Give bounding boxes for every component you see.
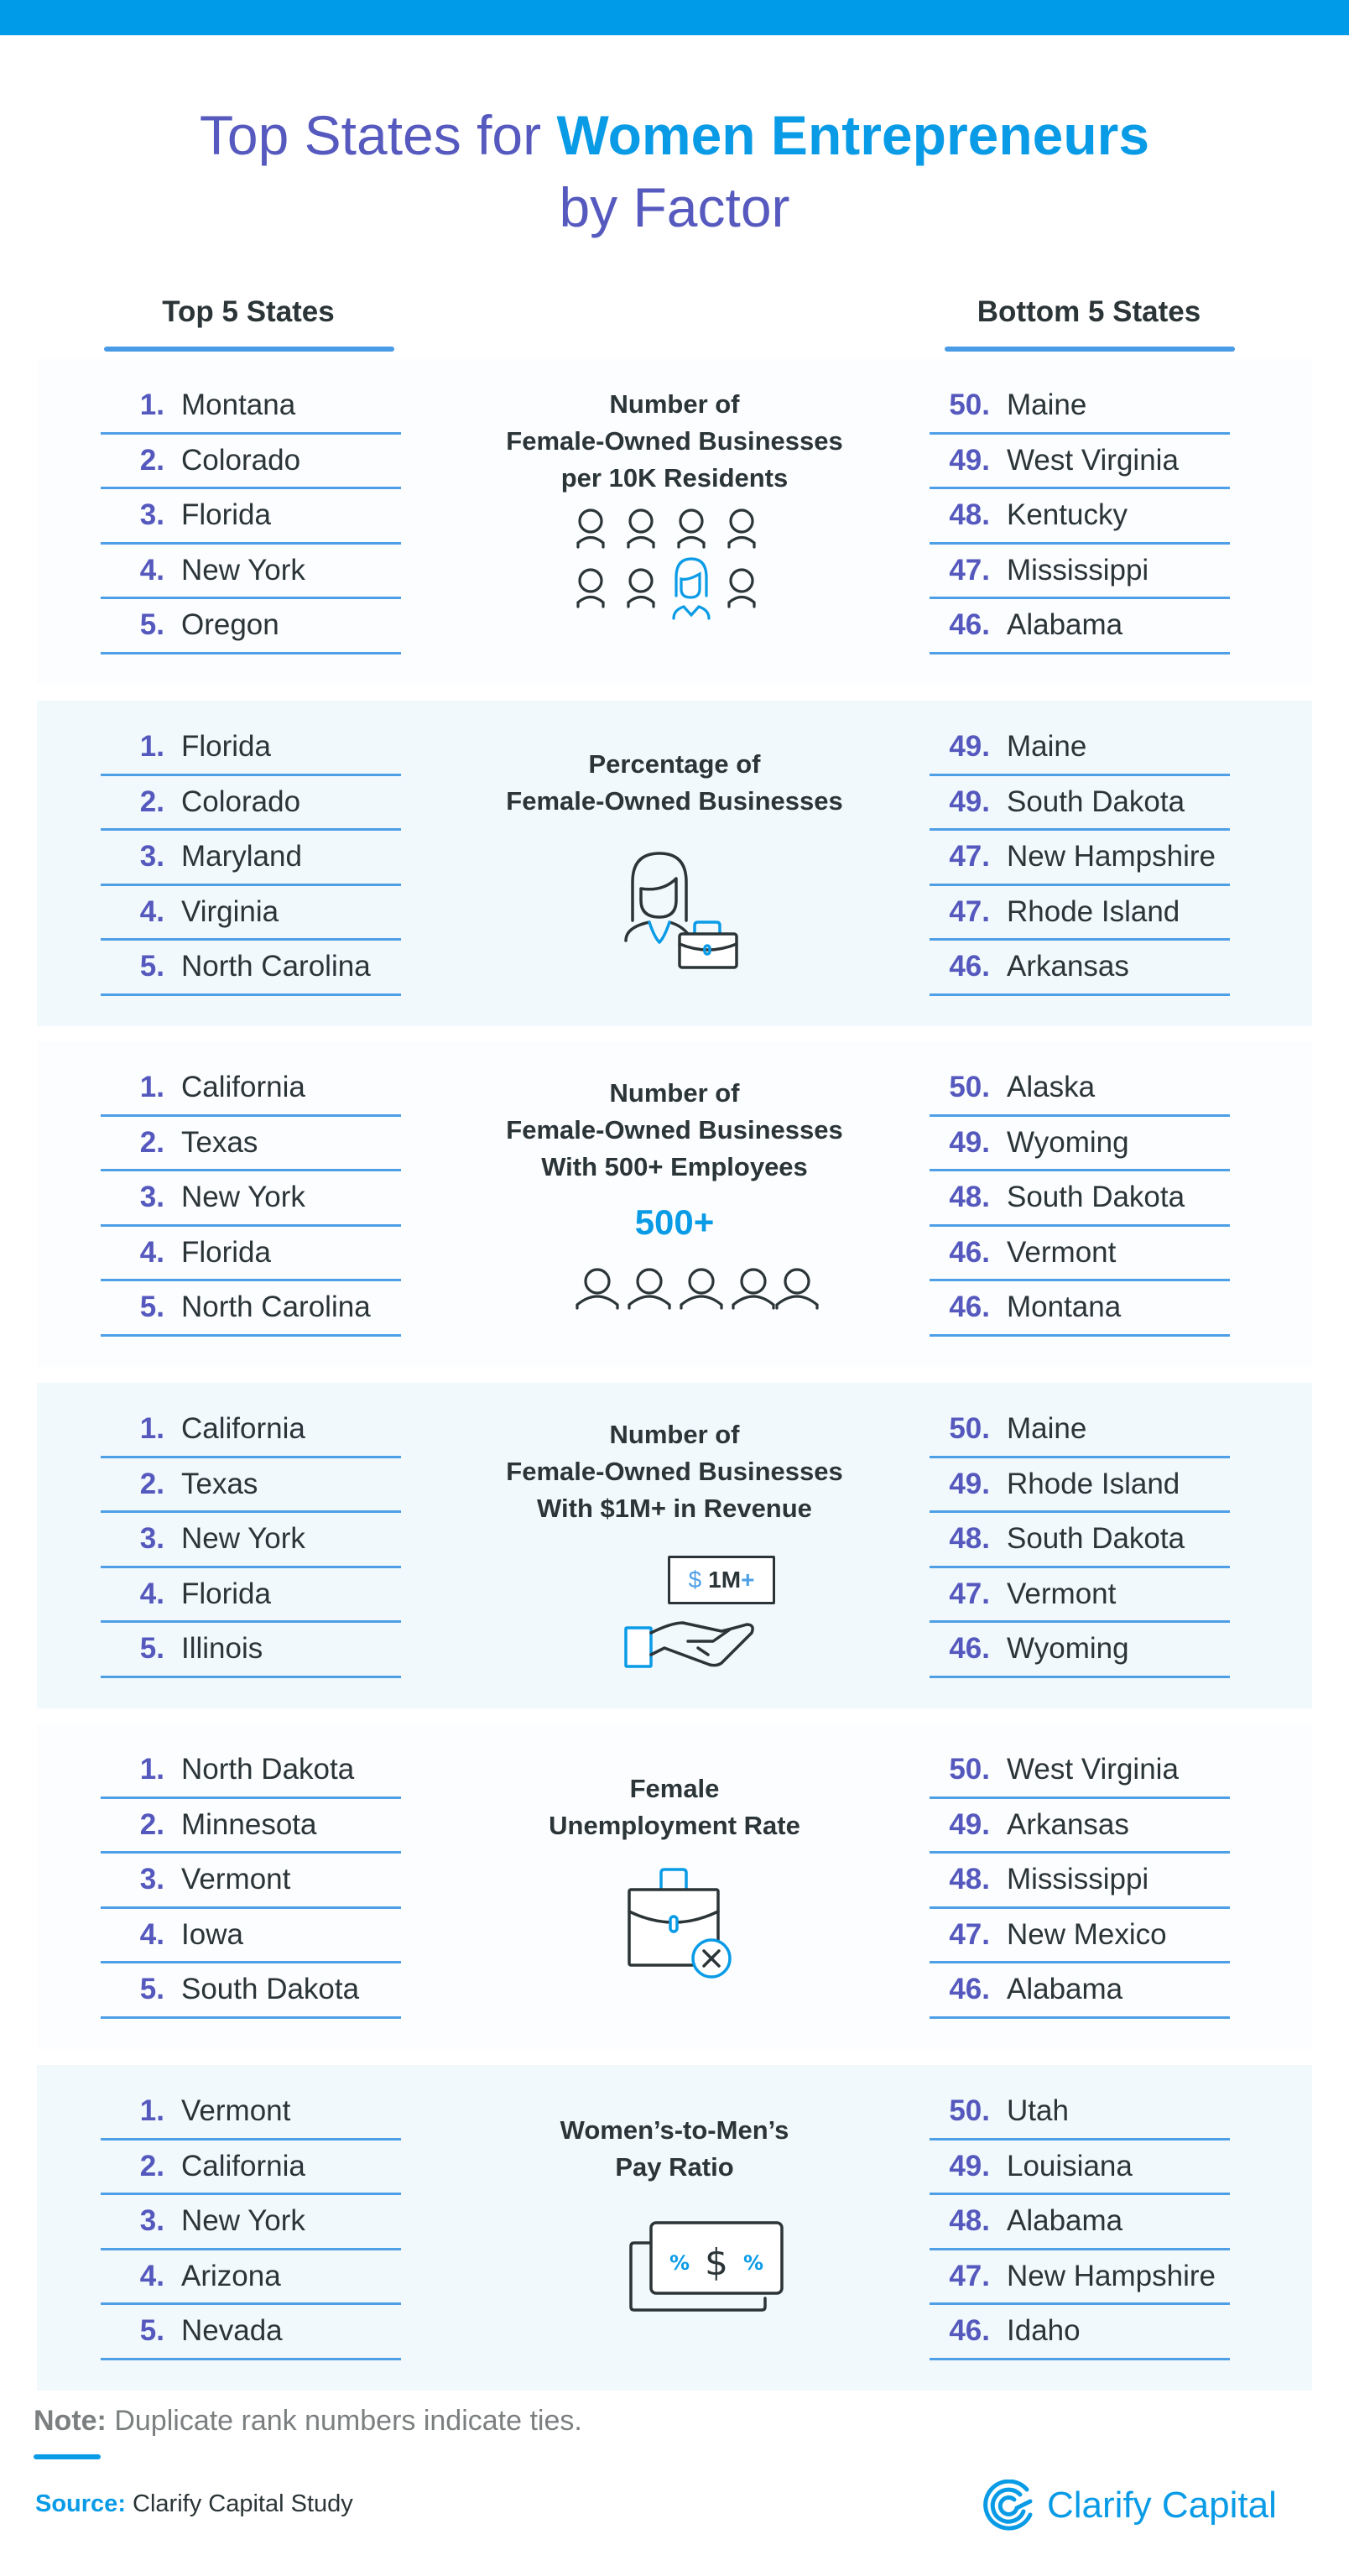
rank: 46. xyxy=(949,1235,990,1269)
note-text: Duplicate rank numbers indicate ties. xyxy=(106,2405,582,2437)
rank: 3. xyxy=(139,1522,164,1556)
rank: 46. xyxy=(949,1291,990,1324)
note-label: Note: xyxy=(34,2405,107,2437)
bottom-states-list xyxy=(930,1061,1230,1337)
list-item xyxy=(101,1117,401,1172)
list-item xyxy=(930,2305,1230,2360)
rank: 46. xyxy=(949,1973,990,2006)
rank: 50. xyxy=(949,1753,990,1786)
list-item xyxy=(101,1799,401,1854)
list-item xyxy=(101,721,401,776)
rank: 1. xyxy=(139,1071,164,1104)
money-label-box xyxy=(668,1556,775,1604)
rank: 2. xyxy=(139,785,164,818)
list-item xyxy=(101,1909,401,1964)
state-name: Maine xyxy=(1007,388,1087,422)
state-name: New Hampshire xyxy=(1007,2259,1216,2292)
factor-title-line: Unemployment Rate xyxy=(549,1811,800,1840)
state-name: Florida xyxy=(181,730,271,764)
rank: 47. xyxy=(949,894,990,928)
rank: 3. xyxy=(139,1181,164,1214)
top-states-list xyxy=(101,1744,401,2019)
factor-section-unemployment-rate xyxy=(37,1723,1312,2049)
list-item xyxy=(930,489,1230,545)
state-name: South Dakota xyxy=(181,1973,360,2006)
title-line-2: by Factor xyxy=(559,176,790,238)
list-item xyxy=(101,1963,401,2019)
factor-title-line: With 500+ Employees xyxy=(541,1152,808,1181)
top-states-heading: Top 5 States xyxy=(162,295,335,328)
rank: 3. xyxy=(139,498,164,532)
state-name: Iowa xyxy=(181,1917,243,1951)
list-item xyxy=(101,886,401,941)
rank: 5. xyxy=(139,608,164,642)
state-name: Maryland xyxy=(181,840,302,873)
rank: 4. xyxy=(139,1577,164,1610)
rank: 49. xyxy=(949,1807,990,1841)
state-name: New York xyxy=(181,1522,305,1556)
list-item xyxy=(101,1281,401,1337)
factor-section-500-employees xyxy=(37,1041,1312,1367)
factor-title xyxy=(448,1770,901,1844)
state-name: New York xyxy=(181,553,305,587)
factor-section-percentage-female-owned xyxy=(37,701,1312,1026)
factor-title xyxy=(448,1416,901,1527)
rank: 46. xyxy=(949,1632,990,1666)
list-item xyxy=(101,1568,401,1624)
factor-center xyxy=(448,1041,901,1367)
state-name: Vermont xyxy=(1007,1235,1117,1269)
rank: 46. xyxy=(949,950,990,983)
factor-title-line: Women’s-to-Men’s xyxy=(560,2115,789,2145)
list-item xyxy=(101,1227,401,1282)
bottom-states-list xyxy=(930,1403,1230,1678)
factor-title xyxy=(448,2112,901,2186)
factor-center xyxy=(448,359,901,685)
state-name: Mississippi xyxy=(1007,1863,1149,1896)
currency-symbol: $ xyxy=(688,1567,702,1593)
state-name: North Dakota xyxy=(181,1753,355,1786)
rank: 1. xyxy=(139,1412,164,1446)
list-item xyxy=(930,435,1230,490)
list-item xyxy=(930,1171,1230,1227)
list-item xyxy=(101,599,401,654)
top-accent-bar xyxy=(0,0,1349,35)
logo-wordmark: Clarify Capital xyxy=(1047,2485,1277,2526)
state-name: Wyoming xyxy=(1007,1632,1129,1666)
state-name: Florida xyxy=(181,1235,271,1269)
state-name: Arkansas xyxy=(1007,1807,1129,1841)
state-name: Alabama xyxy=(1007,608,1123,642)
list-item xyxy=(101,1623,401,1678)
list-item xyxy=(101,2141,401,2196)
list-item xyxy=(101,1744,401,1799)
rank: 5. xyxy=(139,2314,164,2348)
rank: 5. xyxy=(139,1632,164,1666)
rank: 4. xyxy=(139,1917,164,1951)
rank: 50. xyxy=(949,2094,990,2128)
factor-title-line: Female-Owned Businesses xyxy=(506,786,843,816)
rank: 49. xyxy=(949,1125,990,1159)
list-item xyxy=(101,545,401,600)
rank: 5. xyxy=(139,1291,164,1324)
money-amount: 1M xyxy=(708,1567,742,1593)
list-item xyxy=(930,1854,1230,1909)
list-item xyxy=(101,489,401,545)
factor-title xyxy=(448,746,901,820)
list-item xyxy=(101,1403,401,1458)
list-item xyxy=(930,721,1230,776)
state-name: Illinois xyxy=(181,1632,263,1666)
list-item xyxy=(930,1227,1230,1282)
list-item xyxy=(101,1854,401,1909)
list-item xyxy=(101,1513,401,1568)
state-name: California xyxy=(181,1071,305,1104)
state-name: Arkansas xyxy=(1007,950,1129,983)
title-highlight: Women Entrepreneurs xyxy=(556,104,1150,166)
factor-title-line: Number of xyxy=(609,389,740,419)
rank: 4. xyxy=(139,1235,164,1269)
rank: 46. xyxy=(949,608,990,642)
list-item xyxy=(101,2305,401,2360)
list-item xyxy=(930,1403,1230,1458)
factor-section-pay-ratio xyxy=(37,2065,1312,2391)
list-item xyxy=(101,1061,401,1117)
state-name: Alabama xyxy=(1007,1973,1123,2006)
state-name: Vermont xyxy=(181,2094,291,2128)
factor-title-line: Number of xyxy=(609,1420,740,1449)
list-item xyxy=(930,1513,1230,1568)
list-item xyxy=(930,1281,1230,1337)
state-name: California xyxy=(181,1412,305,1446)
bottom-states-heading: Bottom 5 States xyxy=(977,295,1201,328)
list-item xyxy=(930,379,1230,435)
list-item xyxy=(930,1623,1230,1678)
state-name: Texas xyxy=(181,1467,258,1500)
top-states-underline xyxy=(104,347,394,352)
list-item xyxy=(101,2250,401,2306)
rank: 4. xyxy=(139,553,164,587)
factor-title-line: per 10K Residents xyxy=(560,463,789,493)
list-item xyxy=(930,1909,1230,1964)
rank: 49. xyxy=(949,785,990,818)
source-credit xyxy=(35,2490,353,2518)
rank: 47. xyxy=(949,1917,990,1951)
factor-title-line: Female-Owned Businesses xyxy=(506,1457,843,1486)
clarify-capital-logo-icon xyxy=(983,2480,1035,2532)
state-name: New York xyxy=(181,1181,305,1214)
state-name: North Carolina xyxy=(181,950,371,983)
rank: 47. xyxy=(949,1577,990,1610)
hand-holding-money-icon xyxy=(624,1616,767,1670)
list-item xyxy=(930,1744,1230,1799)
top-states-list xyxy=(101,721,401,996)
state-name: South Dakota xyxy=(1007,1522,1185,1556)
list-item xyxy=(101,1171,401,1227)
state-name: Minnesota xyxy=(181,1807,317,1841)
list-item xyxy=(930,599,1230,654)
pay-ratio-bills-icon xyxy=(628,2219,812,2317)
top-states-list xyxy=(101,379,401,654)
list-item xyxy=(930,886,1230,941)
rank: 2. xyxy=(139,2149,164,2182)
list-item xyxy=(101,2195,401,2250)
rank: 47. xyxy=(949,2259,990,2292)
rank: 3. xyxy=(139,1863,164,1896)
factor-title-line: Female-Owned Businesses xyxy=(506,426,843,456)
state-name: New York xyxy=(181,2204,305,2238)
rank: 3. xyxy=(139,840,164,873)
rank: 48. xyxy=(949,498,990,532)
rank: 1. xyxy=(139,388,164,422)
state-name: Mississippi xyxy=(1007,553,1149,587)
state-name: Vermont xyxy=(1007,1577,1117,1610)
state-name: Rhode Island xyxy=(1007,894,1180,928)
rank: 47. xyxy=(949,840,990,873)
rank: 2. xyxy=(139,443,164,477)
state-name: Florida xyxy=(181,498,271,532)
list-item xyxy=(930,545,1230,600)
bottom-states-list xyxy=(930,379,1230,654)
factor-center xyxy=(448,1723,901,2049)
state-name: Alabama xyxy=(1007,2204,1123,2238)
list-item xyxy=(930,1061,1230,1117)
rank: 5. xyxy=(139,1973,164,2006)
state-name: New Hampshire xyxy=(1007,840,1216,873)
state-name: Colorado xyxy=(181,785,301,818)
rank: 49. xyxy=(949,2149,990,2182)
state-name: South Dakota xyxy=(1007,1181,1185,1214)
state-name: West Virginia xyxy=(1007,443,1179,477)
svg-text:%: % xyxy=(669,2251,690,2275)
rank: 49. xyxy=(949,443,990,477)
rank: 3. xyxy=(139,2204,164,2238)
factor-center xyxy=(448,701,901,1026)
top-states-list xyxy=(101,1061,401,1337)
list-item xyxy=(930,1568,1230,1624)
list-item xyxy=(930,2195,1230,2250)
employees-badge: 500+ xyxy=(634,1202,715,1242)
state-name: Vermont xyxy=(181,1863,291,1896)
rank: 48. xyxy=(949,2204,990,2238)
factor-section-1m-revenue xyxy=(37,1383,1312,1708)
title-part-1: Top States for xyxy=(199,104,557,166)
rank: 47. xyxy=(949,553,990,587)
rank: 48. xyxy=(949,1181,990,1214)
briefcase-x-icon xyxy=(628,1868,737,1994)
factor-center xyxy=(448,1383,901,1708)
state-name: Kentucky xyxy=(1007,498,1128,532)
list-item xyxy=(930,2141,1230,2196)
rank: 48. xyxy=(949,1522,990,1556)
list-item xyxy=(101,776,401,832)
state-name: Arizona xyxy=(181,2259,281,2292)
list-item xyxy=(930,831,1230,886)
list-item xyxy=(101,379,401,435)
rank: 4. xyxy=(139,894,164,928)
state-name: Florida xyxy=(181,1577,271,1610)
factor-section-businesses-per-10k xyxy=(37,359,1312,685)
bottom-states-underline xyxy=(945,347,1235,352)
list-item xyxy=(930,776,1230,832)
rank: 49. xyxy=(949,730,990,764)
rank: 1. xyxy=(139,730,164,764)
state-name: Montana xyxy=(181,388,296,422)
source-text: Clarify Capital Study xyxy=(125,2490,353,2517)
rank: 2. xyxy=(139,1807,164,1841)
list-item xyxy=(101,435,401,490)
state-name: North Carolina xyxy=(181,1291,371,1324)
state-name: West Virginia xyxy=(1007,1753,1179,1786)
list-item xyxy=(101,1458,401,1514)
state-name: California xyxy=(181,2149,305,2182)
list-item xyxy=(101,831,401,886)
state-name: Maine xyxy=(1007,1412,1087,1446)
svg-text:$: $ xyxy=(705,2241,728,2284)
crowd-with-woman-icon xyxy=(576,507,773,621)
factor-title-line: Female-Owned Businesses xyxy=(506,1115,843,1145)
factor-title-line: With $1M+ in Revenue xyxy=(537,1494,812,1523)
rank: 2. xyxy=(139,1467,164,1500)
rank: 4. xyxy=(139,2259,164,2292)
state-name: Idaho xyxy=(1007,2314,1081,2348)
businesswoman-briefcase-icon xyxy=(624,850,742,971)
rank: 49. xyxy=(949,1467,990,1500)
list-item xyxy=(101,2085,401,2141)
rank: 48. xyxy=(949,1863,990,1896)
rank: 5. xyxy=(139,950,164,983)
list-item xyxy=(930,1799,1230,1854)
state-name: Rhode Island xyxy=(1007,1467,1180,1500)
source-label: Source: xyxy=(35,2490,126,2517)
state-name: Louisiana xyxy=(1007,2149,1133,2182)
rank: 50. xyxy=(949,388,990,422)
factor-center xyxy=(448,2065,901,2391)
clarify-capital-logo xyxy=(983,2480,1277,2532)
state-name: Montana xyxy=(1007,1291,1122,1324)
top-states-list xyxy=(101,2085,401,2360)
list-item xyxy=(930,1963,1230,2019)
state-name: Texas xyxy=(181,1125,258,1159)
bottom-states-list xyxy=(930,2085,1230,2360)
factor-title-line: Number of xyxy=(609,1078,740,1108)
rank: 50. xyxy=(949,1412,990,1446)
factor-title-line: Female xyxy=(629,1774,720,1803)
state-name: Colorado xyxy=(181,443,301,477)
state-name: Maine xyxy=(1007,730,1087,764)
footnote xyxy=(34,2405,582,2438)
rank: 46. xyxy=(949,2314,990,2348)
state-name: South Dakota xyxy=(1007,785,1185,818)
state-name: Oregon xyxy=(181,608,279,642)
list-item xyxy=(930,2250,1230,2306)
employees-icon xyxy=(775,1266,826,1313)
state-name: Nevada xyxy=(181,2314,283,2348)
svg-text:%: % xyxy=(742,2251,764,2275)
top-states-list xyxy=(101,1403,401,1678)
state-name: Virginia xyxy=(181,894,279,928)
rank: 1. xyxy=(139,1753,164,1786)
page-title xyxy=(0,99,1349,243)
rank: 2. xyxy=(139,1125,164,1159)
state-name: New Mexico xyxy=(1007,1917,1167,1951)
factor-title-line: Percentage of xyxy=(588,749,761,779)
list-item xyxy=(930,941,1230,996)
state-name: Wyoming xyxy=(1007,1125,1129,1159)
list-item xyxy=(101,941,401,996)
rank: 50. xyxy=(949,1071,990,1104)
money-plus: + xyxy=(741,1567,755,1593)
list-item xyxy=(930,2085,1230,2141)
list-item xyxy=(930,1458,1230,1514)
bottom-states-list xyxy=(930,1744,1230,2019)
state-name: Alaska xyxy=(1007,1071,1096,1104)
factor-title xyxy=(448,1075,901,1186)
factor-title-line: Pay Ratio xyxy=(615,2152,734,2182)
bottom-states-list xyxy=(930,721,1230,996)
factor-title xyxy=(448,386,901,497)
list-item xyxy=(930,1117,1230,1172)
rank: 1. xyxy=(139,2094,164,2128)
footer-divider xyxy=(34,2454,101,2459)
state-name: Utah xyxy=(1007,2094,1069,2128)
